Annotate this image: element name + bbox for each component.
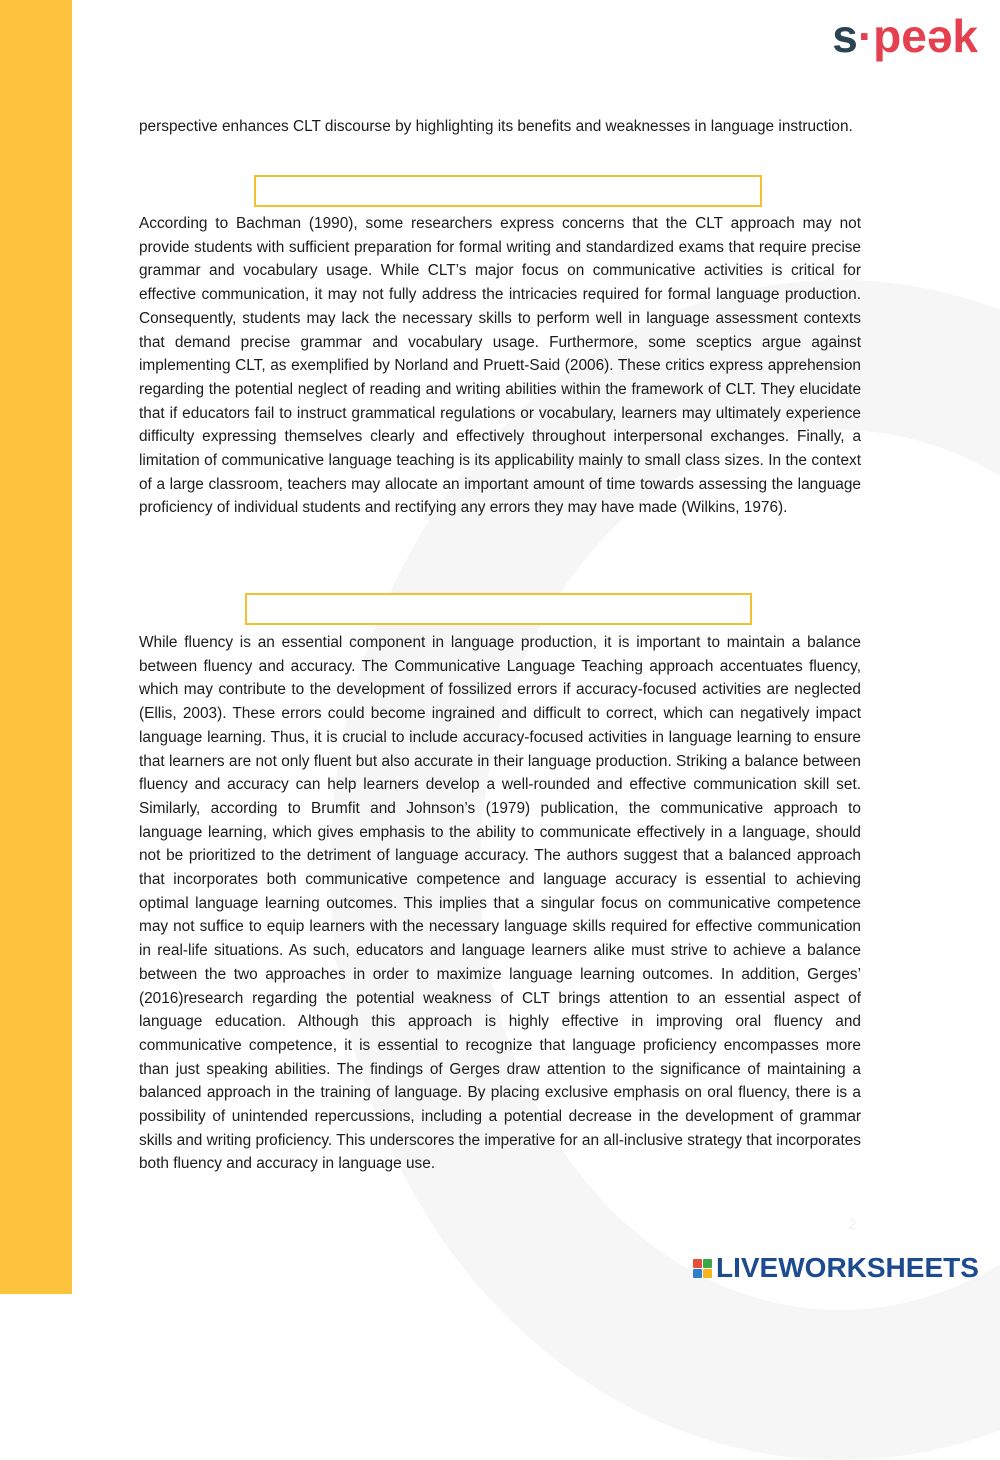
logo-s: s xyxy=(832,10,858,62)
speak-logo xyxy=(832,8,978,64)
paragraph-text: While fluency is an essential component in language production, it is important to maintain a balance between fluency and accuracy. The Communicative Language Teaching approach accentuates fluency, which may contribute to the development of fossilized errors if accuracy-focused activities are neglected (Ellis, 2003). These errors could become ingrained and difficult to correct, which can negatively impact language learning. Thus, it is crucial to include accuracy-focused activities in language learning to ensure that learners are not only fluent but also accurate in their language production. Striking a balance between fluency and accuracy can help learners develop a well-rounded and effective communication skill set. Similarly, according to Brumfit and Johnson’s (1979) publication, the communicative approach to language learning, which gives emphasis to the ability to communicate effectively in a language, should not be prioritized to the detriment of language accuracy. The authors suggest that a balanced approach that incorporates both communicative competence and language accuracy is essential to achieving optimal language learning outcomes. This implies that a singular focus on communicative competence may not suffice to equip learners with the necessary language skills required for effective communication in real-life situations. As such, educators and language learners alike must strive to achieve a balance between the two approaches in order to maximize language learning outcomes. In addition, Gerges’ (2016)research regarding the potential weakness of CLT brings attention to an essential aspect of language education. Although this approach is highly effective in improving oral fluency and communicative competence, it is essential to recognize that language proficiency encompasses more than just speaking abilities. The findings of Gerges draw attention to the significance of maintaining a balanced approach in the training of language. By placing exclusive emphasis on oral fluency, there is a possibility of unintended repercussions, including a potential decrease in the development of grammar skills and writing proficiency. This underscores the imperative for an all-inclusive strategy that incorporates both fluency and accuracy in language use. xyxy=(139,634,861,1173)
left-accent-bar xyxy=(0,0,72,1294)
brand-label: LIVEWORKSHEETS xyxy=(716,1252,979,1283)
liveworksheets-brand[interactable] xyxy=(693,1252,979,1284)
paragraph-intro-continuation xyxy=(139,115,861,139)
paragraph-limitations xyxy=(139,212,861,520)
liveworksheets-logo-icon xyxy=(693,1259,712,1278)
heading-answer-box-1[interactable] xyxy=(254,175,762,207)
logo-dot: · xyxy=(857,10,874,62)
logo-rest: peək xyxy=(873,10,978,62)
paragraph-fluency-accuracy xyxy=(139,631,861,1176)
paragraph-text: According to Bachman (1990), some researchers express concerns that the CLT approach may not provide students with sufficient preparation for formal writing and standardized exams that require precise grammar and vocabulary usage. While CLT’s major focus on communicative activities is critical for effective communication, it may not fully address the intricacies required for formal language production. Consequently, students may lack the necessary skills to perform well in language assessment contexts that demand precise grammar and vocabulary usage. Furthermore, some sceptics argue against implementing CLT, as exemplified by Norland and Pruett-Said (2006). These critics express apprehension regarding the potential neglect of reading and writing abilities within the framework of CLT. They elucidate that if educators fail to instruct grammatical regulations or vocabulary, learners may ultimately experience difficulty expressing themselves clearly and effectively throughout interpersonal exchanges. Finally, a limitation of communicative language teaching is its applicability mainly to small class sizes. In the context of a large classroom, teachers may allocate an important amount of time towards assessing the language proficiency of individual students and rectifying any errors they may have made (Wilkins, 1976). xyxy=(139,215,861,517)
heading-answer-box-2[interactable] xyxy=(245,593,752,625)
paragraph-text: perspective enhances CLT discourse by highlighting its benefits and weaknesses in language instruction. xyxy=(139,118,853,135)
page-number: 2 xyxy=(848,1216,857,1233)
